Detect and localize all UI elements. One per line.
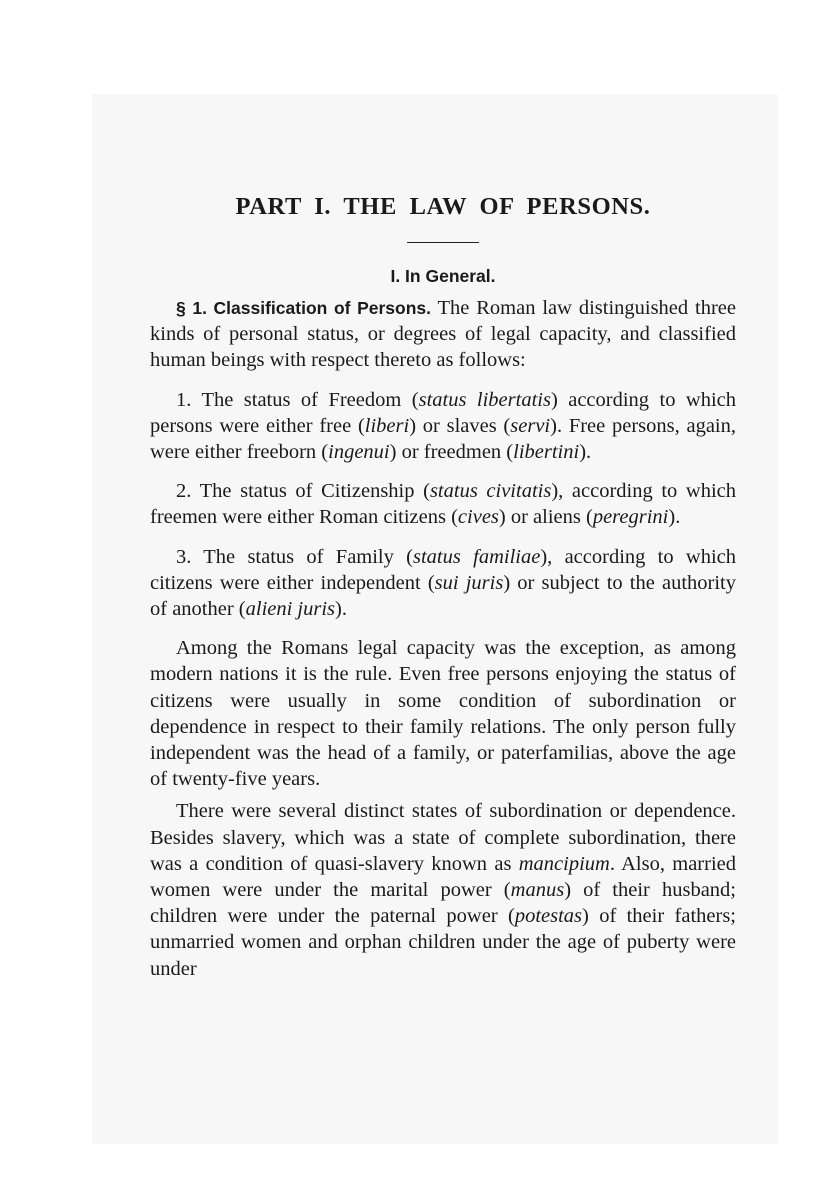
paragraph-subordination: There were several distinct states of subordination or dependence. Besides slavery, which was a state of complete subordination, there was a condition of quasi-slavery known as mancipium. Also, married women were under the marital power (manus) of their husband; children were under the paternal power (potestas) of their fathers; unmarried women and orphan children under the age of puberty were under [150, 800, 737, 980]
list-item-family: 3. The status of Family (status familiae), according to which citizens were either independent (sui juris) or subject to the authority of another (alieni juris). [150, 545, 736, 621]
section-heading: § 1. Classification of Persons. [176, 298, 431, 318]
list-item-freedom: 1. The status of Freedom (status libertatis) according to which persons were either free (liberi) or slaves (servi). Free persons, again, were either freeborn (ingenui) or freedmen (libertini). [150, 388, 736, 464]
paragraph-legal-capacity: Among the Romans legal capacity was the exception, as among modern nations it is the rule. Even free persons enjoying the status of citizens were usually in some condition of subordination or dependence in respect to their family relations. The only person fully independent was the head of a family, or paterfamilias, above the age of twenty-five years. [150, 637, 736, 791]
paragraph-classification [150, 295, 736, 374]
section-title: I. In General. [390, 266, 496, 286]
paragraph-text: The Roman law distinguished three kinds of personal status, or degrees of legal capacity, and classified human beings with respect thereto as follows: [150, 297, 737, 372]
title-rule [407, 242, 479, 243]
part-title: PART I. THE LAW OF PERSONS. [235, 193, 651, 220]
list-item-citizenship: 2. The status of Citizenship (status civitatis), according to which freemen were either Roman citizens (cives) or aliens (peregrini). [150, 480, 736, 529]
page-content [150, 192, 736, 982]
